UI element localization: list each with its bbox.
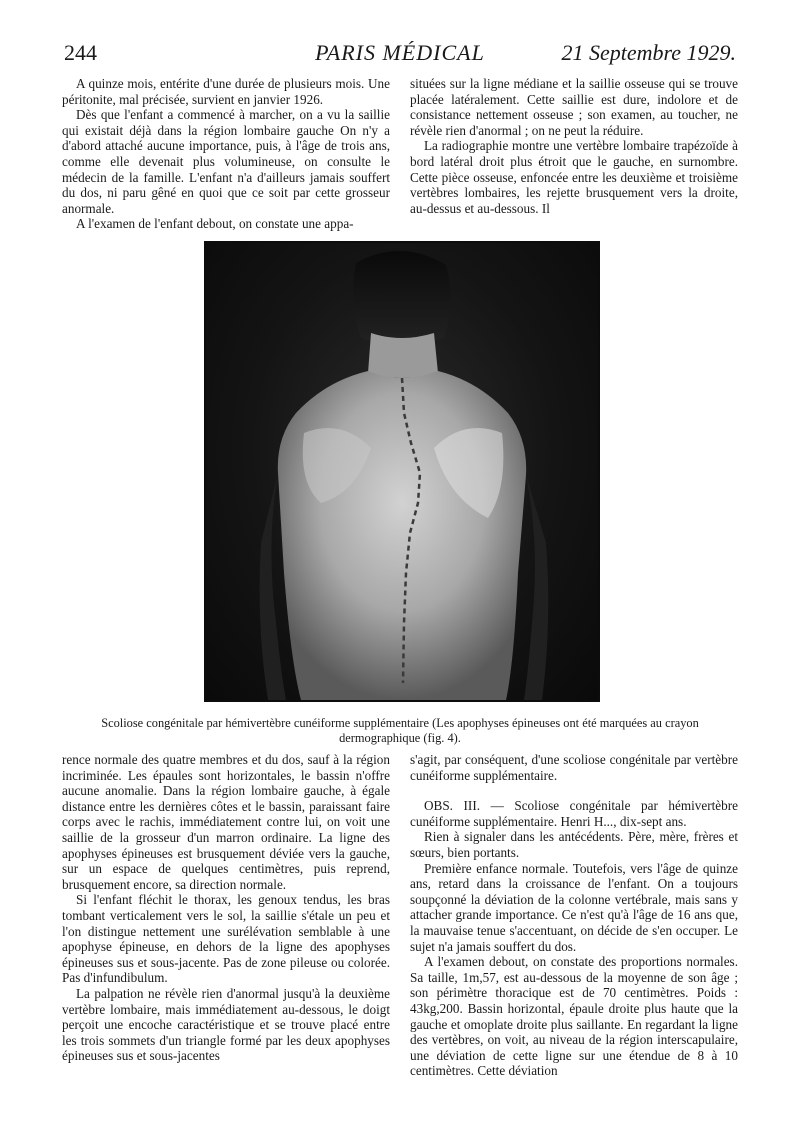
right-arm-shadow <box>524 475 548 700</box>
column-top-left <box>62 76 390 232</box>
paragraph: rence normale des quatre membres et du dos, sauf à la région incriminée. Les épaules sont horizontales, le bassin n'offre aucune anomalie. Dans la région lombaire gauche, à égale distance entre les dernières côtes et le bassin, paraissant faire corps avec le rachis, immédiatement contre lui, on voit une saillie de la grosseur d'un marron ordinaire. La ligne des apophyses épineuses est brusquement déviée vers la gauche, sur un espace de quelques centimètres, puis reprend, brusquement encore, sa direction normale. <box>62 752 390 892</box>
paragraph: Si l'enfant fléchit le thorax, les genoux tendus, les bras tombant verticalement vers le sol, la saillie s'étale un peu et l'on distingue nettement une surélévation semblable à une apophyse épineuse, en dehors de la ligne des apophyses épineuses sus et sous-jacente. Pas de zone pileuse ou colorée. Pas d'infundibulum. <box>62 892 390 986</box>
column-bottom-right <box>410 752 738 1079</box>
paragraph: situées sur la ligne médiane et la saillie osseuse qui se trouve placée latéralement. Cette saillie est dure, indolore et de consistance nettement osseuse ; son examen, au toucher, ne révèle rien d'anormal ; on ne peut la réduire. <box>410 76 738 138</box>
paragraph: Rien à signaler dans les antécédents. Père, mère, frères et sœurs, bien portants. <box>410 829 738 860</box>
figure-reference: (fig. 4). <box>420 731 461 745</box>
paragraph: Première enfance normale. Toutefois, vers l'âge de quinze ans, retard dans la croissance de l'enfant. On a toujours soupçonné la déviation de la colonne vertébrale, mais sans y attacher grande importance. Ce n'est qu'à l'âge de 16 ans que, la mauvaise tenue s'accentuant, on décide de s'en occuper. Le sujet n'a jamais souffert du dos. <box>410 860 738 954</box>
issue-date: 21 Septembre 1929. <box>561 40 736 65</box>
paragraph: A l'examen debout, on constate des proportions normales. Sa taille, 1m,57, est au-dessous de la moyenne de son âge ; son périmètre thoracique est de 70 centimètres. Poids : 43kg,200. Bassin horizontal, épaule droite plus haute que la gauche et omoplate droite plus saillante. En regardant la ligne des vertèbres, on voit, au niveau de la région interscapulaire, une déviation de cette ligne sur une étendue de 8 à 10 centimètres. Cette déviation <box>410 954 738 1079</box>
paragraph: A quinze mois, entérite d'une durée de plusieurs mois. Une péritonite, mal précisée, survient en janvier 1926. <box>62 76 390 107</box>
paragraph: Dès que l'enfant a commencé à marcher, on a vu la saillie qui existait déjà dans la région lombaire gauche On n'y a d'abord attaché aucune importance, puis, à l'âge de trois ans, comme elle devenait plus volumineuse, on consulte le médecin de la famille. L'enfant n'a d'ailleurs jamais souffert du dos, ni paru gêné en quoi que ce soit par cette grosseur anormale. <box>62 107 390 216</box>
neck-shape <box>368 333 438 378</box>
running-header <box>64 40 736 70</box>
paragraph: La radiographie montre une vertèbre lombaire trapézoïde à bord latéral droit plus étroit que le gauche, en surnombre. Cette pièce osseuse, enfoncée entre les deuxième et troisième vertèbres lombaires, les rejette brusquement vers la droite, au-dessus et au-dessous. Il <box>410 138 738 216</box>
patient-back-photograph <box>204 241 600 702</box>
caption-text: (Les apophyses épineuses ont été marquées au crayon dermographique <box>339 716 699 745</box>
observation-heading: OBS. III. — Scoliose congénitale par hémivertèbre cunéiforme supplémentaire. Henri H..., dix-sept ans. <box>410 798 738 829</box>
photograph-illustration <box>206 243 598 700</box>
page-number: 244 <box>64 40 97 65</box>
journal-title: PARIS MÉDICAL <box>315 40 485 65</box>
paragraph: A l'examen de l'enfant debout, on constate une appa- <box>76 216 354 232</box>
head-shape <box>353 251 451 346</box>
paragraph: s'agit, par conséquent, d'une scoliose congénitale par vertèbre cunéiforme supplémentaire. <box>410 752 738 783</box>
column-top-right <box>410 76 738 216</box>
column-bottom-left <box>62 752 390 1064</box>
figure-caption <box>60 716 740 746</box>
paragraph: La palpation ne révèle rien d'anormal jusqu'à la deuxième vertèbre lombaire, mais immédiatement au-dessous, le doigt perçoit une encoche caractéristique et se trouve placé entre les trois sommets d'un triangle formé par les deux apophyses épineuses sus et sous-jacentes <box>62 985 390 1064</box>
back-shape <box>278 371 526 700</box>
caption-title: Scoliose congénitale par hémivertèbre cunéiforme supplémentaire <box>101 716 430 730</box>
